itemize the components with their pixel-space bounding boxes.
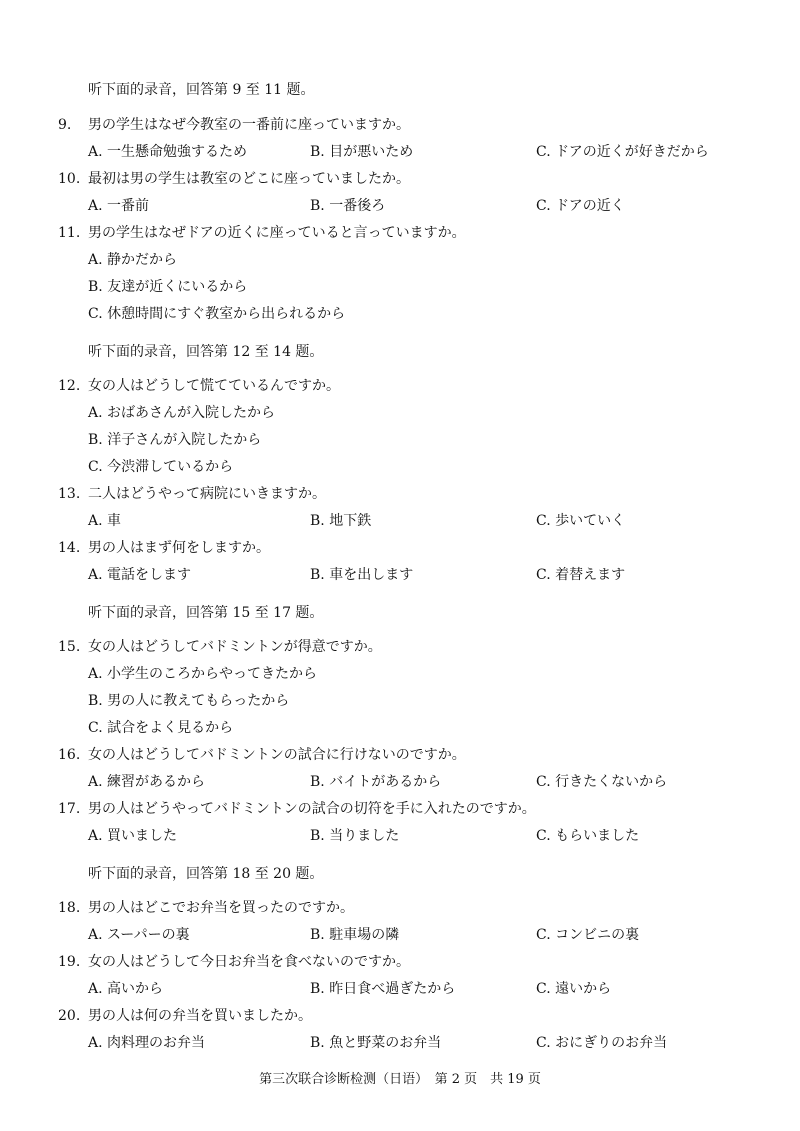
question-text: 女の人はどうしてバドミントンの試合に行けないのですか。 [88,747,466,763]
section-instruction: 听下面的录音，回答第 12 至 14 题。 [88,344,324,360]
option-c: C. 休憩時間にすぐ教室から出られるから [88,306,346,322]
option-c: C. 着替えます [536,567,626,583]
option-c: C. 今渋滞しているから [88,459,234,475]
option-c: C. 歩いていく [536,513,626,529]
question-text: 男の人はまず何をしますか。 [88,540,270,556]
question-number: 20. [58,1008,81,1024]
option-a: A. スーパーの裏 [88,927,190,943]
question-text: 男の人はどこでお弁当を買ったのですか。 [88,900,354,916]
question-text: 男の人は何の弁当を買いましたか。 [88,1008,312,1024]
option-b: B. 駐車場の隣 [310,927,400,943]
section-instruction: 听下面的录音，回答第 15 至 17 题。 [88,605,324,621]
question-number: 14. [58,540,81,556]
question-number: 19. [58,954,81,970]
option-a: A. 小学生のころからやってきたから [88,666,318,682]
question-text: 女の人はどうしてバドミントンが得意ですか。 [88,639,382,655]
option-c: C. ドアの近く [536,198,625,214]
option-a: A. 練習があるから [88,774,206,790]
option-a: A. 電話をします [88,567,192,583]
option-a: A. 買いました [88,828,178,844]
option-b: B. 車を出します [310,567,414,583]
section-instruction: 听下面的录音，回答第 9 至 11 题。 [88,82,315,98]
option-b: B. 友達が近くにいるから [88,279,248,295]
option-a: A. おばあさんが入院したから [88,405,276,421]
option-b: B. 当りました [310,828,400,844]
option-c: C. 試合をよく見るから [88,720,234,736]
option-c: C. おにぎりのお弁当 [536,1035,668,1051]
page-footer: 第三次联合诊断检测（日语） 第 2 页 共 19 页 [259,1072,541,1087]
option-b: B. 魚と野菜のお弁当 [310,1035,442,1051]
section-instruction: 听下面的录音，回答第 18 至 20 题。 [88,866,324,882]
option-a: A. 静かだから [88,252,178,268]
question-text: 男の学生はなぜドアの近くに座っていると言っていますか。 [88,225,466,241]
option-c: C. 行きたくないから [536,774,668,790]
option-b: B. 昨日食べ過ぎたから [310,981,456,997]
question-number: 9. [58,117,72,133]
option-c: C. もらいました [536,828,640,844]
question-text: 男の学生はなぜ今教室の一番前に座っていますか。 [88,117,410,133]
question-number: 15. [58,639,81,655]
option-b: B. 洋子さんが入院したから [88,432,262,448]
option-b: B. 目が悪いため [310,144,414,160]
question-number: 10. [58,171,81,187]
question-text: 最初は男の学生は教室のどこに座っていましたか。 [88,171,410,187]
option-c: C. 遠いから [536,981,612,997]
option-b: B. 地下鉄 [310,513,372,529]
question-text: 女の人はどうして今日お弁当を食べないのですか。 [88,954,410,970]
option-a: A. 一番前 [88,198,150,214]
option-b: B. 一番後ろ [310,198,386,214]
question-text: 二人はどうやって病院にいきますか。 [88,486,326,502]
option-c: C. ドアの近くが好きだから [536,144,709,160]
question-number: 13. [58,486,81,502]
option-a: A. 肉料理のお弁当 [88,1035,206,1051]
option-c: C. コンビニの裏 [536,927,640,943]
question-number: 17. [58,801,81,817]
question-text: 男の人はどうやってバドミントンの試合の切符を手に入れたのですか。 [88,801,536,817]
option-b: B. バイトがあるから [310,774,442,790]
question-number: 12. [58,378,81,394]
option-a: A. 高いから [88,981,164,997]
question-number: 16. [58,747,81,763]
option-b: B. 男の人に教えてもらったから [88,693,290,709]
question-text: 女の人はどうして慌てているんですか。 [88,378,340,394]
option-a: A. 一生懸命勉強するため [88,144,248,160]
question-number: 18. [58,900,81,916]
question-number: 11. [58,225,81,241]
option-a: A. 車 [88,513,122,529]
